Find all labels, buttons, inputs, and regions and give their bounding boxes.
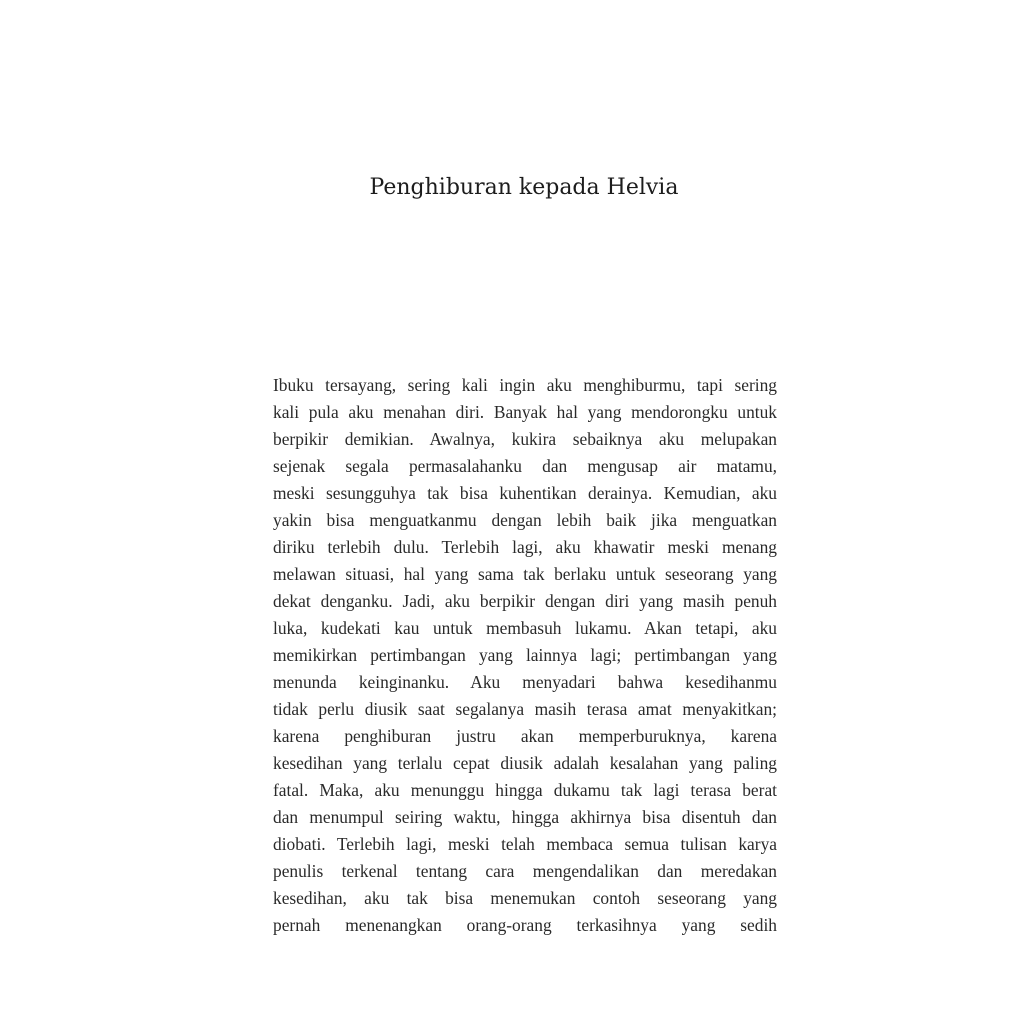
text-line: luka, kudekati kau untuk membasuh lukamu. Akan tetapi, aku (273, 618, 777, 638)
chapter-title: Penghiburan kepada Helvia (369, 175, 679, 200)
text-line: dekat denganku. Jadi, aku berpikir dengan diri yang masih penuh (273, 591, 777, 611)
text-line: pernah menenangkan orang-orang terkasihnya yang sedih (273, 915, 777, 935)
text-line: kesedihan, aku tak bisa menemukan contoh seseorang yang (273, 888, 777, 908)
body-paragraph (273, 372, 777, 939)
text-line: karena penghiburan justru akan memperburuknya, karena (273, 726, 777, 746)
text-line: Ibuku tersayang, sering kali ingin aku menghiburmu, tapi sering (273, 375, 777, 395)
text-line: yakin bisa menguatkanmu dengan lebih baik jika menguatkan (273, 510, 777, 530)
text-line: kali pula aku menahan diri. Banyak hal yang mendorongku untuk (273, 402, 777, 422)
text-line: menunda keinginanku. Aku menyadari bahwa kesedihanmu (273, 672, 777, 692)
text-line: penulis terkenal tentang cara mengendalikan dan meredakan (273, 861, 777, 881)
text-line: tidak perlu diusik saat segalanya masih terasa amat menyakitkan; (273, 699, 777, 719)
text-line: meski sesungguhya tak bisa kuhentikan derainya. Kemudian, aku (273, 483, 777, 503)
text-line: berpikir demikian. Awalnya, kukira sebaiknya aku melupakan (273, 429, 777, 449)
text-line: dan menumpul seiring waktu, hingga akhirnya bisa disentuh dan (273, 807, 777, 827)
text-line: fatal. Maka, aku menunggu hingga dukamu tak lagi terasa berat (273, 780, 777, 800)
text-line: kesedihan yang terlalu cepat diusik adalah kesalahan yang paling (273, 753, 777, 773)
text-line: memikirkan pertimbangan yang lainnya lagi; pertimbangan yang (273, 645, 777, 665)
text-line: sejenak segala permasalahanku dan mengusap air matamu, (273, 456, 777, 476)
text-line: diriku terlebih dulu. Terlebih lagi, aku khawatir meski menang (273, 537, 777, 557)
text-line: diobati. Terlebih lagi, meski telah membaca semua tulisan karya (273, 834, 777, 854)
text-line: melawan situasi, hal yang sama tak berlaku untuk seseorang yang (273, 564, 777, 584)
